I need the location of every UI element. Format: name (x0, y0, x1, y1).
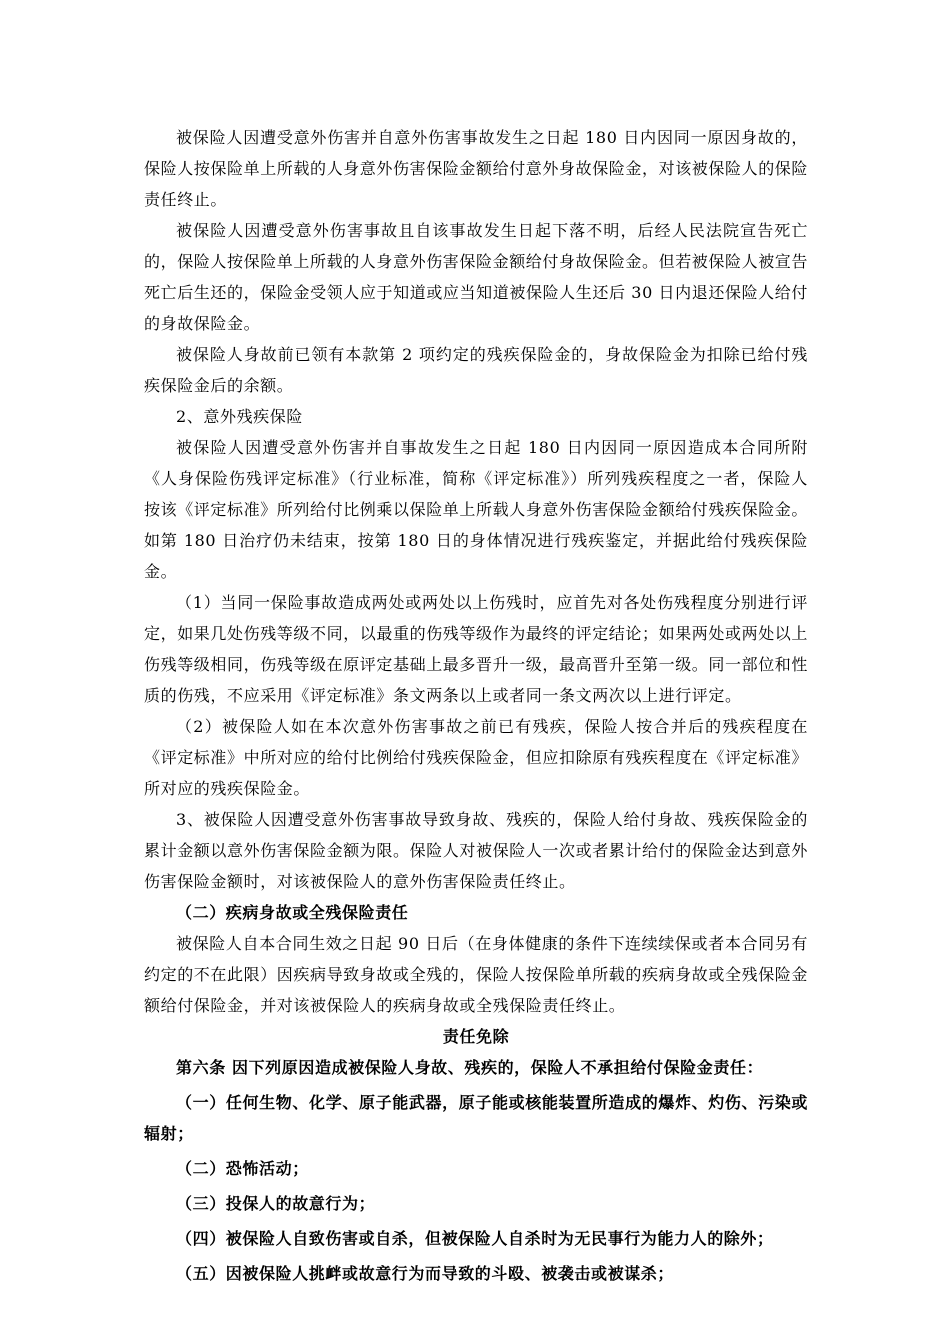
paragraph-death-deduction: 被保险人身故前已领有本款第 2 项约定的残疾保险金的，身故保险金为扣除已给付残疾保险金后的余额。 (144, 345, 808, 395)
paragraph-illness-benefit: 被保险人自本合同生效之日起 90 日后（在身体健康的条件下连续续保或者本合同另有约定的不在此限）因疾病导致身故或全残的，保险人按保险单所载的疾病身故或全残保险金额给付保险金，并对该被保险人的疾病身故或全残保险责任终止。 (144, 934, 809, 1015)
heading-illness-death: （二）疾病身故或全残保险责任 (176, 903, 409, 922)
section-title-exclusions: 责任免除 (442, 1027, 510, 1046)
exclusion-item-1: （一）任何生物、化学、原子能武器，原子能或核能装置所造成的爆炸、灼伤、污染或辐射； (144, 1093, 808, 1143)
paragraph-accidental-death: 被保险人因遭受意外伤害并自意外伤害事故发生之日起 180 日内因同一原因身故的，保险人按保险单上所载的人身意外伤害保险金额给付意外身故保险金，对该被保险人的保险责任终止。 (144, 128, 809, 209)
exclusion-item-2: （二）恐怖活动； (176, 1159, 309, 1178)
paragraph-multiple-disabilities: （1）当同一保险事故造成两处或两处以上伤残时，应首先对各处伤残程度分别进行评定，如果几处伤残等级不同，以最重的伤残等级作为最终的评定结论；如果两处或两处以上伤残等级相同，伤残等级在原评定基础上最多晋升一级，最高晋升至第一级。同一部位和性质的伤残，不应采用《评定标准》条文两条以上或者同一条文两次以上进行评定。 (144, 593, 809, 705)
exclusion-item-3: （三）投保人的故意行为； (176, 1194, 376, 1213)
paragraph-preexisting-disability: （2）被保险人如在本次意外伤害事故之前已有残疾，保险人按合并后的残疾程度在《评定标准》中所对应的给付比例给付残疾保险金，但应扣除原有残疾程度在《评定标准》所对应的残疾保险金。 (144, 717, 809, 798)
paragraph-declared-death: 被保险人因遭受意外伤害事故且自该事故发生日起下落不明，后经人民法院宣告死亡的，保险人按保险单上所载的人身意外伤害保险金额给付身故保险金。但若被保险人被宣告死亡后生还的，保险金受领人应于知道或应当知道被保险人生还后 30 日内退还保险人给付的身故保险金。 (144, 221, 809, 333)
paragraph-benefit-limit: 3、被保险人因遭受意外伤害事故导致身故、残疾的，保险人给付身故、残疾保险金的累计金额以意外伤害保险金额为限。保险人对被保险人一次或者累计给付的保险金达到意外伤害保险金额时，对该被保险人的意外伤害保险责任终止。 (144, 810, 809, 891)
article-6-heading: 第六条 因下列原因造成被保险人身故、残疾的，保险人不承担给付保险金责任： (176, 1058, 764, 1077)
document-body (144, 122, 808, 1289)
exclusion-item-4: （四）被保险人自致伤害或自杀，但被保险人自杀时为无民事行为能力人的除外； (176, 1229, 774, 1248)
paragraph-disability-benefit: 被保险人因遭受意外伤害并自事故发生之日起 180 日内因同一原因造成本合同所附《人身保险伤残评定标准》（行业标准，简称《评定标准》）所列残疾程度之一者，保险人按该《评定标准》所列给付比例乘以保险单上所载人身意外伤害保险金额给付残疾保险金。如第 180 日治疗仍未结束，按第 180 日的身体情况进行残疾鉴定，并据此给付残疾保险金。 (144, 438, 809, 581)
exclusion-item-5: （五）因被保险人挑衅或故意行为而导致的斗殴、被袭击或被谋杀； (176, 1264, 675, 1283)
heading-accidental-disability: 2、意外残疾保险 (176, 407, 303, 426)
